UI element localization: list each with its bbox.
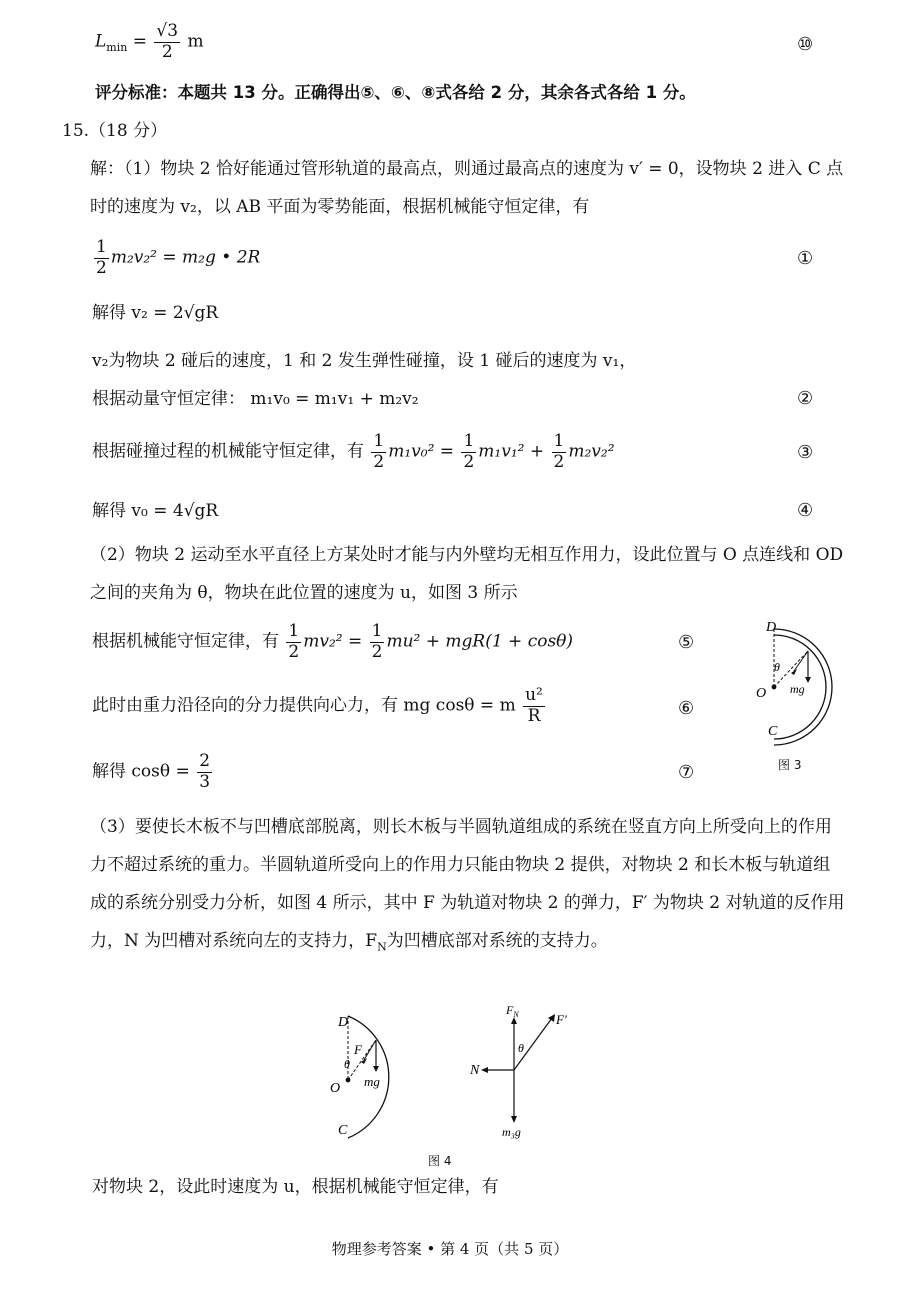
fig4-label-N: N	[470, 1063, 480, 1078]
scoring-standard: 评分标准：本题共 13 分。正确得出⑤、⑥、⑧式各给 2 分，其余各式各给 1 分。	[95, 83, 696, 102]
equation-tag-6: ⑥	[678, 698, 695, 719]
equation-tag-4: ④	[797, 500, 814, 521]
equation-7: 解得 cosθ = $\frac{2}{3}$	[92, 751, 211, 792]
equation-3: 根据碰撞过程的机械能守恒定律，有 $\frac{1}{2}$ m₁v₀² = $\frac{1}{2}$ m₁v₁² + $\frac{1}{2}$ m₂v₂²	[92, 431, 615, 472]
page-footer: 物理参考答案 • 第 4 页（共 5 页）	[331, 1240, 569, 1258]
fig3-label-D: D	[766, 620, 777, 635]
fig4-label-FN: $F_N$	[506, 1003, 519, 1019]
equation-tag-3: ③	[797, 442, 814, 463]
fig3-label-theta: θ	[774, 660, 780, 674]
question-number: 15.（18 分）	[62, 121, 168, 141]
figure-4-left	[330, 1010, 420, 1150]
equation-1: $\frac{1}{2}$ m₂v₂² = m₂g • 2R	[96, 237, 261, 278]
equation-tag-2: ②	[797, 388, 814, 409]
equation-tag-7: ⑦	[678, 762, 695, 783]
fig4-label-Fprime: F′	[556, 1012, 567, 1027]
fig4-label-mg: mg	[364, 1074, 380, 1089]
fig3-caption: 图 3	[778, 758, 802, 772]
fig4-label-D: D	[338, 1015, 349, 1030]
last-line: 对物块 2，设此时速度为 u，根据机械能守恒定律，有	[92, 1177, 499, 1197]
equation-5: 根据机械能守恒定律，有 $\frac{1}{2}$ mv₂² = $\frac{1}{2}$ mu² + mgR(1 + cosθ)	[92, 621, 574, 662]
fig3-label-mg: mg	[790, 682, 805, 696]
fig3-label-O: O	[756, 686, 767, 701]
line-v2-description: v₂为物块 2 碰后的速度，1 和 2 发生弹性碰撞，设 1 碰后的速度为 v₁，	[92, 351, 637, 371]
fig4-label-theta2: θ	[518, 1041, 524, 1055]
fig4-caption: 图 4	[428, 1154, 452, 1168]
fig4-label-theta: θ	[344, 1057, 350, 1071]
figure-3	[740, 615, 850, 775]
fig4-label-m3g: m₃g	[502, 1125, 521, 1139]
fig4-label-F: F	[354, 1042, 362, 1057]
paragraph-part3: （3）要使长木板不与凹槽底部脱离，则长木板与半圆轨道组成的系统在竖直方向上所受向上的作用力不超过系统的重力。半圆轨道所受向上的作用力只能由物块 2 提供，对物块 2 和长木板与轨道组成的系统分别受力分析，如图 4 所示，其中 F 为轨道对物块 2 的弹力，F′ 为物块 2 对轨道的反作用力，N 为凹槽对系统向左的支持力，$F_N$为凹槽底部对系统的支持力。	[90, 817, 845, 954]
fig4-label-C: C	[338, 1123, 348, 1138]
equation-6: 此时由重力沿径向的分力提供向心力，有 mg cosθ = m $\frac{\text{u²}}{R}$	[92, 685, 543, 726]
solution-v0: 解得 v₀ = 4√gR	[92, 501, 219, 521]
equation-tag-1: ①	[797, 248, 814, 269]
paragraph-part2: （2）物块 2 运动至水平直径上方某处时才能与内外壁均无相互作用力，设此位置与 O 点连线和 OD 之间的夹角为 θ，物块在此位置的速度为 u，如图 3 所示	[90, 545, 844, 603]
paragraph-part1: 解：（1）物块 2 恰好能通过管形轨道的最高点，则通过最高点的速度为 v′ = 0，设物块 2 进入 C 点时的速度为 v₂，以 AB 平面为零势能面，根据机械能守恒定律，有	[90, 159, 844, 217]
fig3-label-C: C	[768, 724, 778, 739]
fig4-label-O: O	[330, 1081, 341, 1096]
equation-2: 根据动量守恒定律： m₁v₀ = m₁v₁ + m₂v₂	[92, 389, 419, 409]
equation-tag-5: ⑤	[678, 632, 695, 653]
equation-tag-10: ⑩	[797, 34, 814, 55]
solution-v2: 解得 v₂ = 2√gR	[92, 303, 219, 323]
figure-4-right	[470, 1000, 590, 1140]
lmin-equation: $L_{min}$ = $\frac{√3}{2}$ m	[95, 21, 204, 62]
